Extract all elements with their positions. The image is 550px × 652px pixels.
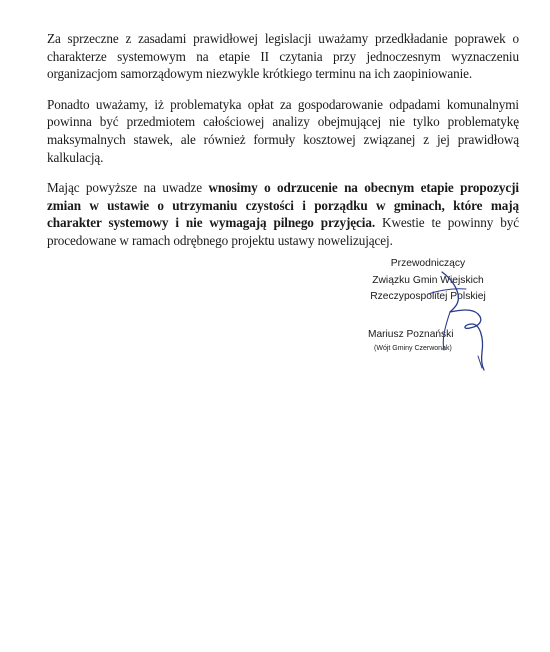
- request-closing: Kwestie te powinny być procedowane w ramach odrębnego projektu ustawy nowelizującej.: [47, 215, 519, 248]
- request-intro: Mając powyższe na uwadze: [47, 180, 209, 196]
- paragraph-legislation: Za sprzeczne z zasadami prawidłowej legislacji uważamy przedkładanie poprawek o charakterze systemowym na etapie II czytania przy jednoczesnym wyznaczeniu organizacjom samorządowym niezwykle krótkiego terminu na ich zaopiniowanie.: [47, 31, 519, 82]
- signatory-name: Mariusz Poznański: [368, 329, 454, 340]
- request-bold-statement: wnosimy o odrzucenie na obecnym etapie propozycji zmian w ustawie o utrzymaniu czystości i porządku w gminach, które mają charakter systemowy i nie wymagają pilnego przyjęcia.: [47, 180, 519, 231]
- signatory-title-line-2: Związku Gmin Wiejskich: [372, 274, 484, 286]
- signatory-role: (Wójt Gminy Czerwonak): [374, 345, 452, 352]
- signatory-title-line-3: Rzeczypospolitej Polskiej: [370, 291, 486, 302]
- paragraph-request: [47, 179, 519, 249]
- signatory-title-line-1: Przewodniczący: [390, 258, 466, 269]
- paragraph-fees-analysis: Ponadto uważamy, iż problematyka opłat za gospodarowanie odpadami komunalnymi powinna być przedmiotem całościowej analizy obejmującej nie tylko problematykę maksymalnych stawek, ale również formuły kosztowej związanej z jej prawidłową kalkulacją.: [47, 96, 519, 165]
- letter-body: [47, 30, 519, 250]
- handwritten-signature: [420, 268, 500, 373]
